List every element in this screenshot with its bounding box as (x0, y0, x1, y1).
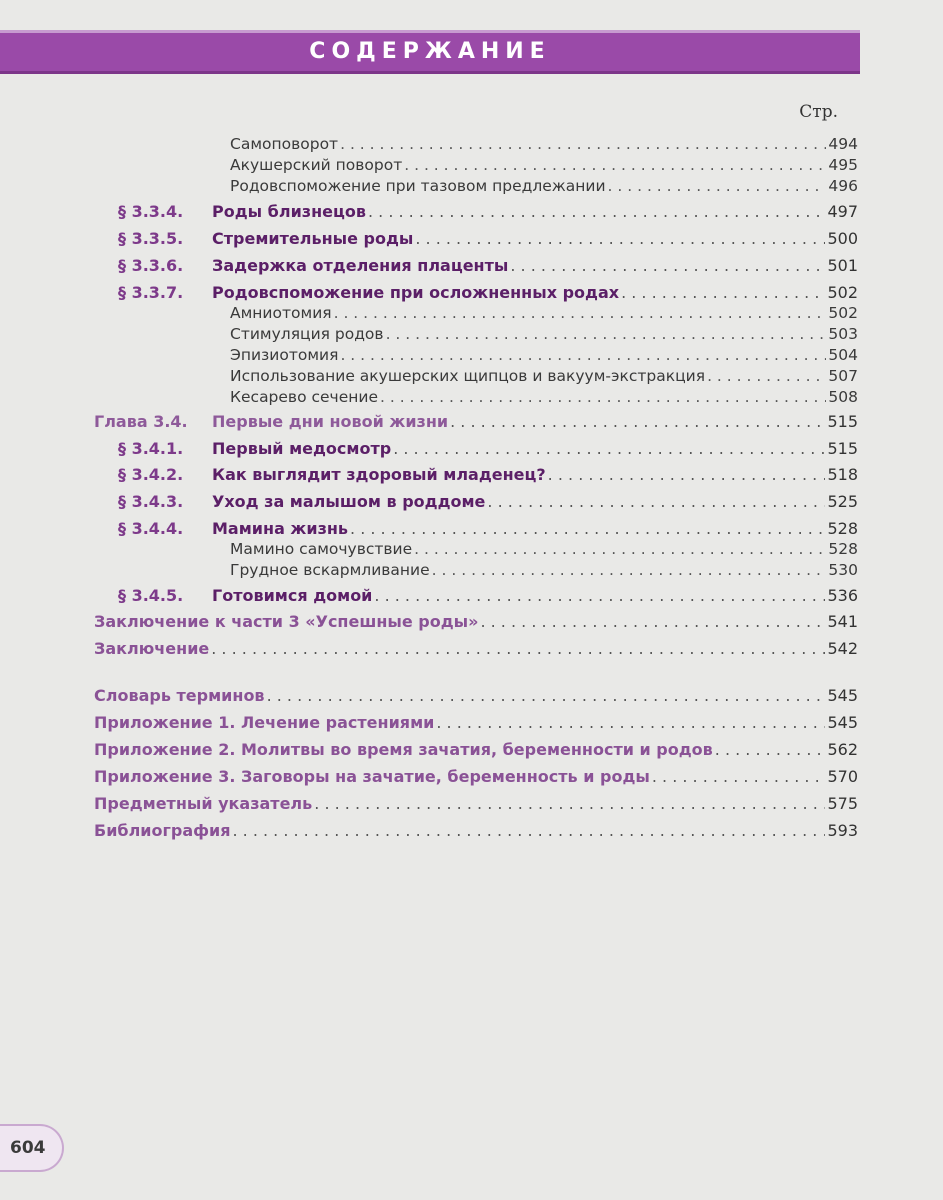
toc-entry-label: Амниотомия (230, 304, 332, 322)
toc-section-entry[interactable] (118, 439, 858, 458)
toc-entry-label: Предметный указатель (94, 794, 313, 813)
leader-dots (314, 794, 825, 813)
toc-top-entry[interactable] (94, 639, 858, 658)
toc-entry-page: 501 (827, 256, 858, 275)
leader-dots (334, 304, 827, 322)
toc-entry-label: Мамино самочувствие (230, 540, 413, 558)
section-number: § 3.4.1. (118, 439, 184, 458)
toc-entry-label: Родовспоможение при тазовом предлежании (230, 177, 606, 195)
leader-dots (480, 612, 825, 631)
toc-entry-label: Уход за малышом в роддоме (212, 492, 486, 511)
leader-dots (450, 412, 825, 431)
section-number: § 3.3.4. (118, 202, 184, 221)
toc-entry[interactable] (230, 325, 858, 343)
leader-dots (380, 388, 826, 406)
toc-entry-page: 495 (828, 156, 858, 174)
leader-dots (350, 519, 825, 538)
leader-dots (510, 256, 825, 275)
section-number: § 3.4.3. (118, 492, 184, 511)
toc-entry-page: 593 (827, 821, 858, 840)
leader-dots (652, 767, 826, 786)
toc-entry[interactable] (230, 561, 858, 579)
section-number: § 3.4.4. (118, 519, 184, 538)
toc-entry-page: 502 (827, 283, 858, 302)
toc-entry[interactable] (230, 540, 858, 558)
toc-top-entry[interactable] (94, 612, 858, 631)
toc-entry-label: Как выглядит здоровый младенец? (212, 465, 546, 484)
toc-entry-label: Приложение 2. Молитвы во время зачатия, беременности и родов (94, 740, 713, 759)
toc-entry-label: Родовспоможение при осложненных родах (212, 283, 620, 302)
toc-entry-label: Стимуляция родов (230, 325, 384, 343)
leader-dots (415, 229, 825, 248)
toc-entry-label: Грудное вскармливание (230, 561, 430, 579)
toc-entry-label: Готовимся домой (212, 586, 373, 605)
toc-entry-page: 507 (828, 367, 858, 385)
toc-entry-label: Приложение 1. Лечение растениями (94, 713, 435, 732)
toc-entry-label: Мамина жизнь (212, 519, 349, 538)
toc-top-entry[interactable] (94, 767, 858, 786)
section-number: § 3.3.5. (118, 229, 184, 248)
toc-entry-page: 515 (827, 439, 858, 458)
toc-entry-label: Самоповорот (230, 135, 339, 153)
toc-entry-page: 497 (827, 202, 858, 221)
leader-dots (267, 686, 826, 705)
toc-entry-page: 530 (828, 561, 858, 579)
toc-chapter-entry[interactable] (94, 412, 858, 431)
leader-dots (393, 439, 825, 458)
toc-entry-page: 545 (827, 713, 858, 732)
toc-entry-page: 541 (827, 612, 858, 631)
toc-entry-label: Акушерский поворот (230, 156, 403, 174)
toc-entry-page: 528 (827, 519, 858, 538)
toc-entry[interactable] (230, 177, 858, 195)
toc-top-entry[interactable] (94, 740, 858, 759)
toc-entry-page: 502 (828, 304, 858, 322)
page-title: СОДЕРЖАНИЕ (309, 39, 551, 64)
toc-entry[interactable] (230, 156, 858, 174)
toc-entry-label: Кесарево сечение (230, 388, 378, 406)
toc-entry-label: Первые дни новой жизни (212, 412, 449, 431)
toc-entry-label: Эпизиотомия (230, 346, 339, 364)
toc-entry-label: Роды близнецов (212, 202, 366, 221)
leader-dots (386, 325, 827, 343)
toc-entry-page: 545 (827, 686, 858, 705)
section-number: § 3.4.5. (118, 586, 184, 605)
header-bar (0, 30, 860, 74)
leader-dots (368, 202, 825, 221)
toc-entry-page: 542 (827, 639, 858, 658)
toc-entry-page: 562 (827, 740, 858, 759)
page-number: 604 (10, 1138, 46, 1158)
page-number-badge (0, 1124, 64, 1172)
leader-dots (621, 283, 825, 302)
toc-entry-label: Библиография (94, 821, 231, 840)
leader-dots (715, 740, 826, 759)
toc-entry[interactable] (230, 367, 858, 385)
toc-entry-page: 528 (828, 540, 858, 558)
leader-dots (404, 156, 826, 174)
leader-dots (487, 492, 825, 511)
toc-entry-page: 570 (827, 767, 858, 786)
toc-entry-page: 508 (828, 388, 858, 406)
leader-dots (414, 540, 826, 558)
section-number: § 3.3.6. (118, 256, 184, 275)
leader-dots (548, 465, 826, 484)
toc-entry-page: 504 (828, 346, 858, 364)
toc-top-entry[interactable] (94, 821, 858, 840)
toc-section-entry[interactable] (118, 519, 858, 538)
toc-top-entry[interactable] (94, 713, 858, 732)
toc-entry[interactable] (230, 135, 858, 153)
toc-entry-label: Задержка отделения плаценты (212, 256, 509, 275)
toc-section-entry[interactable] (118, 492, 858, 511)
section-number: § 3.3.7. (118, 283, 184, 302)
toc-entry-page: 525 (827, 492, 858, 511)
toc-entry-label: Стремительные роды (212, 229, 414, 248)
section-number: § 3.4.2. (118, 465, 184, 484)
chapter-number: Глава 3.4. (94, 412, 188, 431)
leader-dots (436, 713, 825, 732)
toc-section-entry[interactable] (118, 283, 858, 302)
toc-entry[interactable] (230, 346, 858, 364)
toc-entry-page: 518 (827, 465, 858, 484)
toc-entry-page: 503 (828, 325, 858, 343)
toc-entry-label: Приложение 3. Заговоры на зачатие, беременность и роды (94, 767, 650, 786)
toc-entry-label: Использование акушерских щипцов и вакуум-экстракция (230, 367, 706, 385)
toc-section-entry[interactable] (118, 256, 858, 275)
leader-dots (211, 639, 825, 658)
toc-top-entry[interactable] (94, 686, 858, 705)
toc-section-entry[interactable] (118, 586, 858, 605)
leader-dots (432, 561, 827, 579)
toc-top-entry[interactable] (94, 794, 858, 813)
toc-entry-page: 515 (827, 412, 858, 431)
toc-entry-page: 496 (828, 177, 858, 195)
leader-dots (707, 367, 826, 385)
toc-entry-label: Первый медосмотр (212, 439, 392, 458)
toc-entry-page: 494 (828, 135, 858, 153)
toc-entry-label: Словарь терминов (94, 686, 265, 705)
leader-dots (340, 346, 826, 364)
toc-entry[interactable] (230, 304, 858, 322)
page-column-label: Стр. (799, 102, 838, 122)
toc-entry[interactable] (230, 388, 858, 406)
toc-section-entry[interactable] (118, 229, 858, 248)
toc-entry-page: 575 (827, 794, 858, 813)
leader-dots (608, 177, 827, 195)
toc-section-entry[interactable] (118, 202, 858, 221)
toc-entry-label: Заключение к части 3 «Успешные роды» (94, 612, 479, 631)
toc-entry-page: 500 (827, 229, 858, 248)
toc-section-entry[interactable] (118, 465, 858, 484)
leader-dots (232, 821, 825, 840)
toc-entry-label: Заключение (94, 639, 210, 658)
leader-dots (374, 586, 825, 605)
leader-dots (340, 135, 826, 153)
toc-entry-page: 536 (827, 586, 858, 605)
